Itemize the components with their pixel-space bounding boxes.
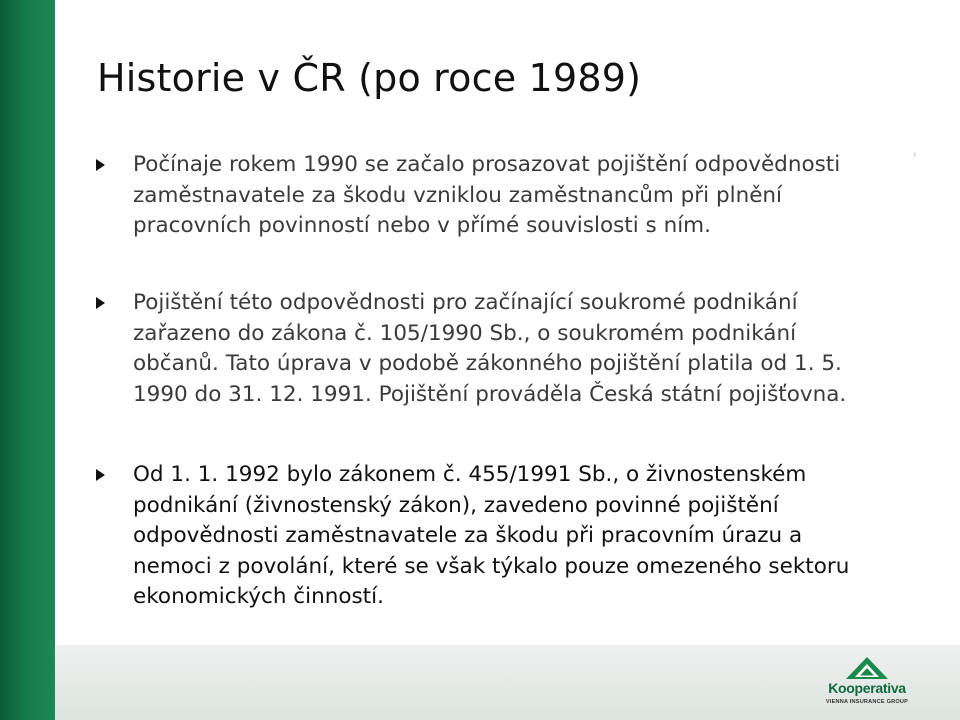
bullet-arrow-icon [96,469,105,481]
kooperativa-logo [812,656,922,716]
kooperativa-triangle-icon [845,656,889,680]
bullet-text: Od 1. 1. 1992 bylo zákonem č. 455/1991 Sb., o živnostenském podnikání (živnostenský zákon), zavedeno povinné pojištění odpovědnosti zaměstnavatele za škodu při pracovním úrazu a nemoci z povolání, které se však týkalo pouze omezeného sektoru ekonomických činností. [133,462,850,609]
stray-mark: ⁱ [914,152,916,163]
logo-wordmark: Kooperativa [828,680,906,696]
bullet-arrow-icon [96,159,105,171]
logo-tagline: VIENNA INSURANCE GROUP [825,699,909,705]
bullet-arrow-icon [96,297,105,309]
left-accent-bar [0,0,55,720]
bullet-text: Pojištění této odpovědnosti pro začínající soukromé podnikání zařazeno do zákona č. 105/1990 Sb., o soukromém podnikání občanů. Tato úprava v podobě zákonného pojištění platila od 1. 5. 1990 do 31. 12. 1991. Pojištění prováděla Česká státní pojišťovna. [133,290,847,407]
bullet-text: Počínaje rokem 1990 se začalo prosazovat pojištění odpovědnosti zaměstnavatele za škodu vzniklou zaměstnancům při plnění pracovních povinností nebo v přímé souvislosti s ním. [133,152,841,238]
slide-title: Historie v ČR (po roce 1989) [97,56,642,100]
